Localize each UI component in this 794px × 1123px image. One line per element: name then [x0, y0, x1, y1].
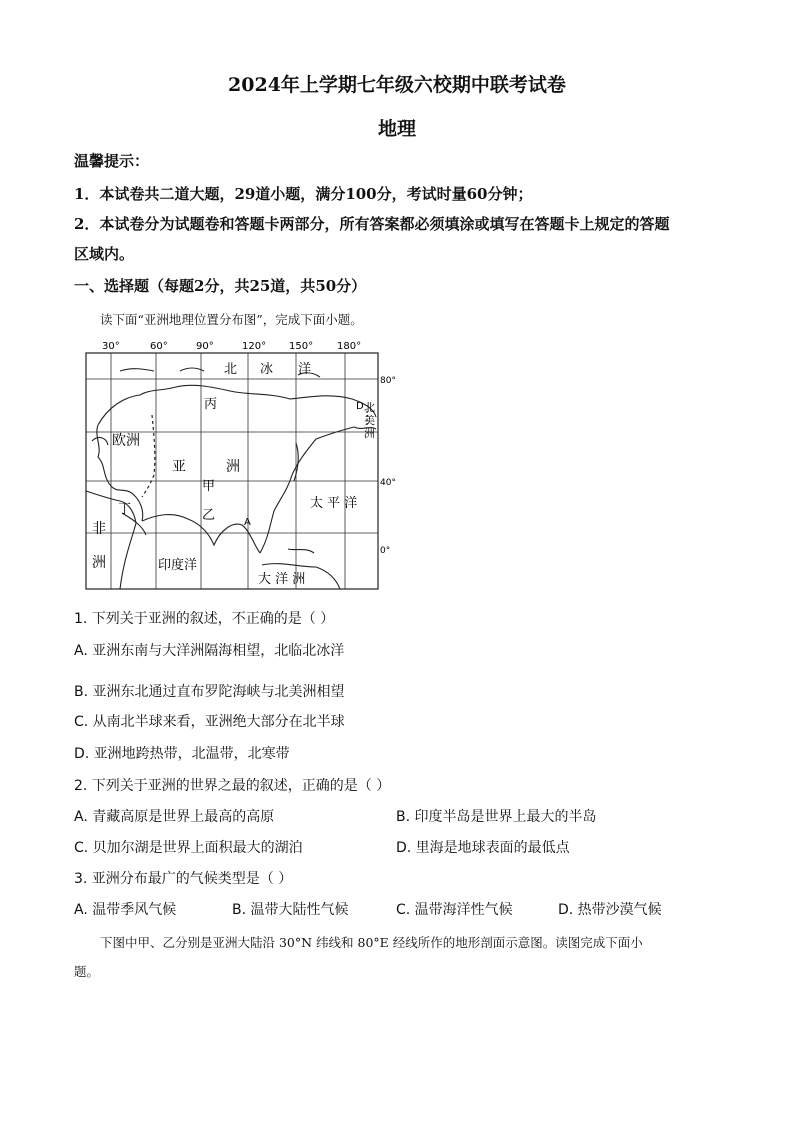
label-oceania: 大 洋 洲 — [258, 572, 306, 587]
question-1-option-a: A. 亚洲东南与大洋洲隔海相望，北临北冰洋 — [74, 643, 345, 659]
label-indian-ocean: 印度洋 — [158, 558, 198, 573]
notice-item-2-line-2: 区域内。 — [74, 245, 135, 263]
profile-intro-line-1: 下图中甲、乙分别是亚洲大陆沿 30°N 纬线和 80°E 经线所作的地形剖面示意图。读图完成下面小 — [100, 935, 643, 950]
label-europe: 欧洲 — [112, 433, 140, 449]
question-3-stem: 3. 亚洲分布最广的气候类型是（ ） — [74, 871, 293, 887]
label-yi: 乙 — [202, 508, 216, 523]
label-pacific: 太 平 洋 — [310, 496, 358, 511]
notice-item-1: 1．本试卷共二道大题，29道小题，满分100分，考试时量60分钟； — [74, 185, 533, 203]
asia-location-map — [84, 335, 404, 595]
question-1-option-d: D. 亚洲地跨热带，北温带，北寒带 — [74, 746, 290, 762]
question-2-option-c: C. 贝加尔湖是世界上面积最大的湖泊 — [74, 840, 303, 856]
tick-lat-40: 40° — [380, 478, 396, 488]
question-1-stem: 1. 下列关于亚洲的叙述，不正确的是（ ） — [74, 611, 335, 627]
question-3-option-a: A. 温带季风气候 — [74, 902, 177, 918]
question-2-option-b: B. 印度半岛是世界上最大的半岛 — [396, 809, 597, 825]
label-asia-1: 亚 — [172, 459, 186, 475]
question-3-option-c: C. 温带海洋性气候 — [396, 902, 513, 918]
tick-lon-30: 30° — [102, 341, 120, 352]
label-a: A — [244, 517, 251, 528]
label-na-2: 美 — [364, 414, 375, 427]
tick-lon-60: 60° — [150, 341, 168, 352]
label-arctic-3: 洋 — [298, 362, 312, 377]
label-na-1: 北 — [364, 401, 375, 414]
label-jia: 甲 — [202, 479, 216, 494]
label-arctic-2: 冰 — [260, 362, 274, 377]
tick-lat-80: 80° — [380, 376, 396, 386]
question-1-option-c: C. 从南北半球来看，亚洲绝大部分在北半球 — [74, 714, 345, 730]
map-intro: 读下面“亚洲地理位置分布图”，完成下面小题。 — [100, 312, 363, 327]
label-bing: 丙 — [204, 397, 218, 412]
notice-item-2-line-1: 2．本试卷分为试题卷和答题卡两部分，所有答案都必须填涂或填写在答题卡上规定的答题 — [74, 215, 670, 233]
label-na-3: 洲 — [364, 427, 375, 440]
question-2-option-d: D. 里海是地球表面的最低点 — [396, 840, 570, 856]
label-ding: 丁 — [118, 502, 132, 517]
question-2-option-a: A. 青藏高原是世界上最高的高原 — [74, 809, 275, 825]
tick-lon-150: 150° — [289, 341, 314, 352]
label-d: D — [356, 401, 364, 412]
exam-title: 2024年上学期七年级六校期中联考试卷 — [228, 74, 566, 96]
label-africa-1: 非 — [92, 521, 106, 537]
tick-lon-120: 120° — [242, 341, 267, 352]
section-1-heading: 一、选择题（每题2分，共25道，共50分） — [74, 277, 367, 295]
label-africa-2: 洲 — [92, 555, 106, 571]
tick-lon-180: 180° — [337, 341, 362, 352]
tick-lat-0: 0° — [380, 546, 391, 556]
label-arctic-1: 北 — [224, 362, 238, 377]
tick-lon-90: 90° — [196, 341, 214, 352]
subject-title: 地理 — [377, 118, 416, 140]
profile-intro-line-2: 题。 — [74, 964, 100, 979]
question-3-option-b: B. 温带大陆性气候 — [232, 902, 349, 918]
question-3-option-d: D. 热带沙漠气候 — [558, 902, 662, 918]
question-1-option-b: B. 亚洲东北通过直布罗陀海峡与北美洲相望 — [74, 684, 345, 700]
notice-heading: 温馨提示： — [74, 152, 150, 170]
question-2-stem: 2. 下列关于亚洲的世界之最的叙述，正确的是（ ） — [74, 778, 391, 794]
label-asia-2: 洲 — [226, 459, 240, 475]
